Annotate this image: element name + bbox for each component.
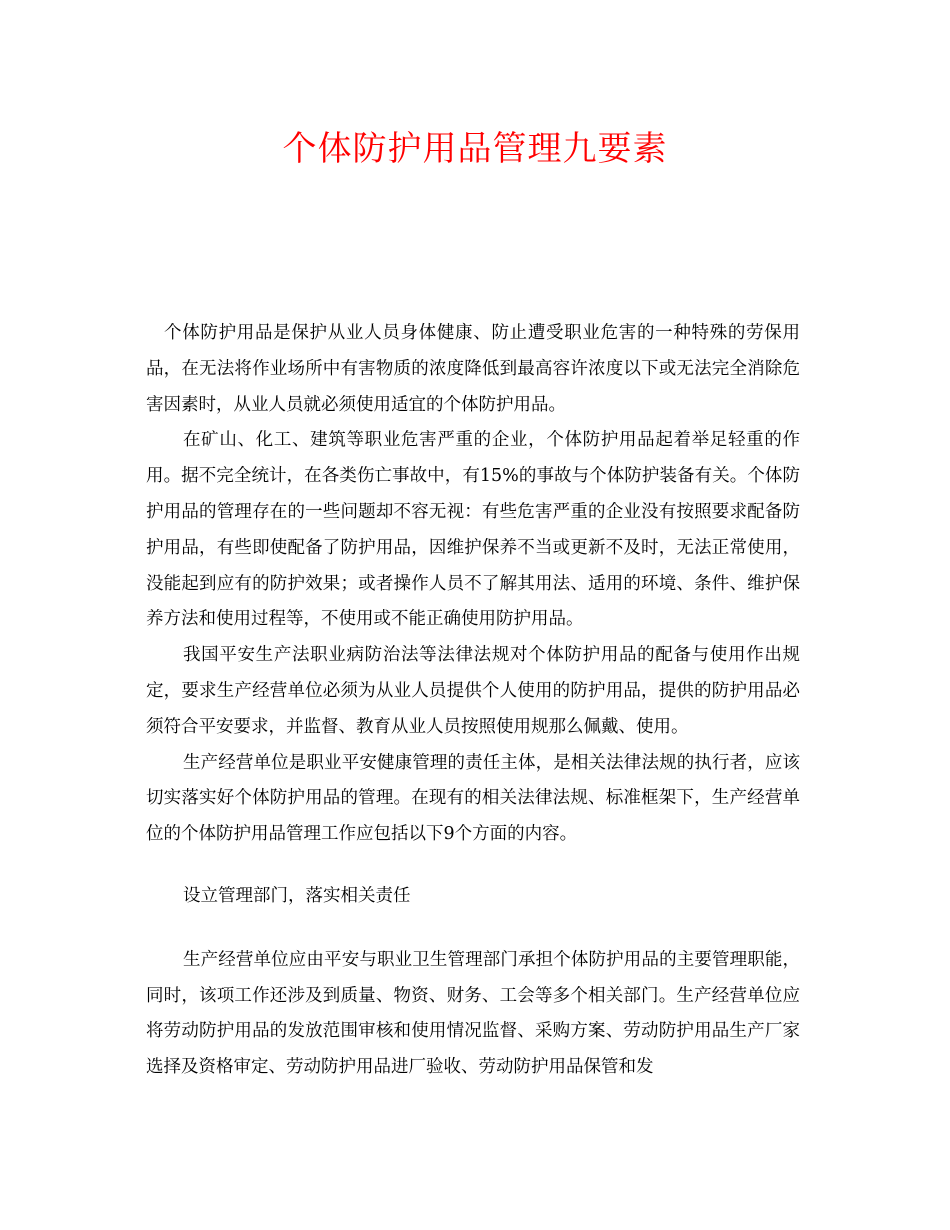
- section-heading: 设立管理部门，落实相关责任: [183, 885, 411, 906]
- paragraph-regulations: 我国平安生产法职业病防治法等法律法规对个体防护用品的配备与使用作出规定，要求生产经营单位必须为从业人员提供个人使用的防护用品，提供的防护用品必须符合平安要求，并监督、教育从业人员按照使用规那么佩戴、使用。: [146, 645, 800, 737]
- document-title: 个体防护用品管理九要素: [282, 129, 668, 169]
- section-paragraph: 生产经营单位应由平安与职业卫生管理部门承担个体防护用品的主要管理职能，同时，该项工作还涉及到质量、物资、财务、工会等多个相关部门。生产经营单位应将劳动防护用品的发放范围审核和使用情况监督、采购方案、劳动防护用品生产厂家选择及资格审定、劳动防护用品进厂验收、劳动防护用品保管和发: [146, 949, 800, 1078]
- document-body: [146, 316, 800, 1086]
- paragraph-problems: 在矿山、化工、建筑等职业危害严重的企业，个体防护用品起着举足轻重的作用。据不完全统计，在各类伤亡事故中，有15%的事故与个体防护装备有关。个体防护用品的管理存在的一些问题却不容无视：有些危害严重的企业没有按照要求配备防护用品，有些即使配备了防护用品，因维护保养不当或更新不及时，无法正常使用，没能起到应有的防护效果；或者操作人员不了解其用法、适用的环境、条件、维护保养方法和使用过程等，不使用或不能正确使用防护用品。: [146, 430, 800, 630]
- paragraph-responsibility: 生产经营单位是职业平安健康管理的责任主体，是相关法律法规的执行者，应该切实落实好个体防护用品的管理。在现有的相关法律法规、标准框架下，生产经营单位的个体防护用品管理工作应包括以下9个方面的内容。: [146, 752, 800, 845]
- paragraph-intro: 个体防护用品是保护从业人员身体健康、防止遭受职业危害的一种特殊的劳保用品，在无法将作业场所中有害物质的浓度降低到最高容许浓度以下或无法完全消除危害因素时，从业人员就必须使用适宜的个体防护用品。: [146, 323, 800, 415]
